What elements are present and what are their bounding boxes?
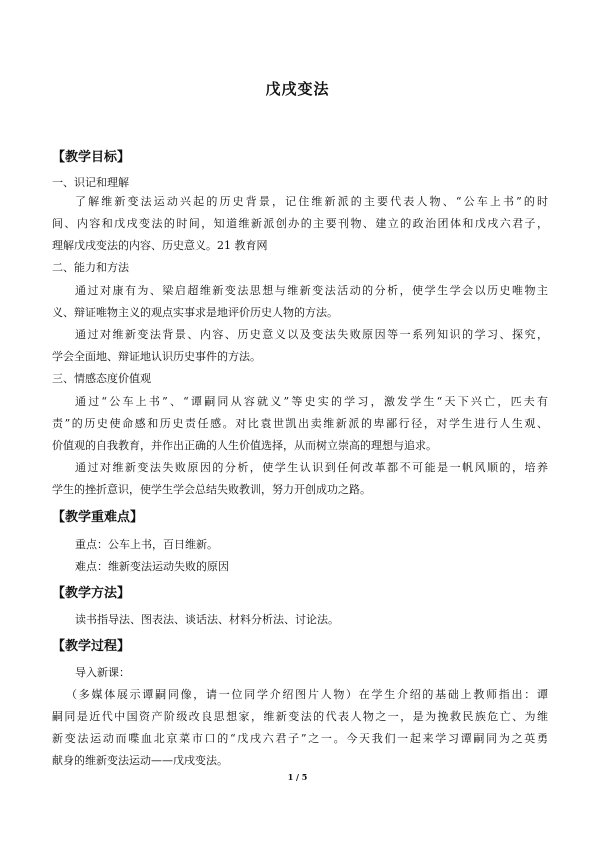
page-number: 1 / 5 <box>287 772 308 782</box>
goal-2-line: 通过对维新变法背景、内容、历史意义以及变法失败原因等一系列知识的学习、探究， <box>75 328 548 341</box>
process-line: （多媒体展示谭嗣同像，请一位同学介绍图片人物）在学生介绍的基础上教师指出：谭 <box>66 688 548 701</box>
goal-3-line: 责”的历史使命感和历史责任感。对比袁世凯出卖维新派的卑鄙行径，对学生进行人生观、 <box>52 417 548 430</box>
goal-2-line: 通过对康有为、梁启超维新变法思想与维新变法活动的分析，使学生学会以历史唯物主 <box>75 284 548 297</box>
goal-3-line: 通过对维新变法失败原因的分析，使学生认识到任何改革都不可能是一帆风顺的，培养 <box>75 461 548 474</box>
goal-section-1-title: 一、识记和理解 <box>52 176 129 189</box>
heading-teaching-process: 【教学过程】 <box>52 639 131 654</box>
goal-1-line: 理解戊戌变法的内容、历史意义。21 教育网 <box>52 239 268 252</box>
page-title: 戊戌变法 <box>265 80 330 98</box>
process-intro: 导入新课： <box>75 666 130 679</box>
heading-teaching-methods: 【教学方法】 <box>52 586 131 601</box>
process-line: 新变法运动而喋血北京菜市口的“戊戌六君子”之一。今天我们一起来学习谭嗣同为之英勇 <box>52 732 548 745</box>
goal-section-3-title: 三、情感态度价值观 <box>52 372 151 385</box>
goal-3-line: 学生的挫折意识，使学生学会总结失败教训，努力开创成功之路。 <box>52 483 371 496</box>
goal-section-2-title: 二、能力和方法 <box>52 261 129 274</box>
methods-line: 读书指导法、图表法、谈话法、材料分析法、讨论法。 <box>75 613 339 626</box>
goal-2-line: 学会全面地、辩证地认识历史事件的方法。 <box>52 350 261 363</box>
heading-key-points: 【教学重难点】 <box>52 510 144 525</box>
goal-3-line: 通过“公车上书”、“谭嗣同从容就义”等史实的学习，激发学生“天下兴亡，匹夫有 <box>75 395 548 408</box>
goal-3-line: 价值观的自我教育，并作出正确的人生价值选择，从而树立崇高的理想与追求。 <box>52 439 437 452</box>
goal-1-line: 了解维新变法运动兴起的历史背景，记住维新派的主要代表人物、“公车上书”的时 <box>75 195 548 208</box>
key-point-line: 重点：公车上书，百日维新。 <box>75 538 218 551</box>
heading-teaching-goals: 【教学目标】 <box>52 150 131 165</box>
process-line: 献身的维新变法运动——戊戌变法。 <box>52 754 228 767</box>
goal-1-line: 间、内容和戊戌变法的时间，知道维新派创办的主要刊物、建立的政治团体和戊戌六君子， <box>52 217 548 230</box>
process-line: 嗣同是近代中国资产阶级改良思想家，维新变法的代表人物之一，是为挽救民族危亡、为维 <box>52 710 548 723</box>
difficulty-line: 难点：维新变法运动失败的原因 <box>75 560 229 573</box>
goal-2-line: 义、辩证唯物主义的观点实事求是地评价历史人物的方法。 <box>52 306 338 319</box>
